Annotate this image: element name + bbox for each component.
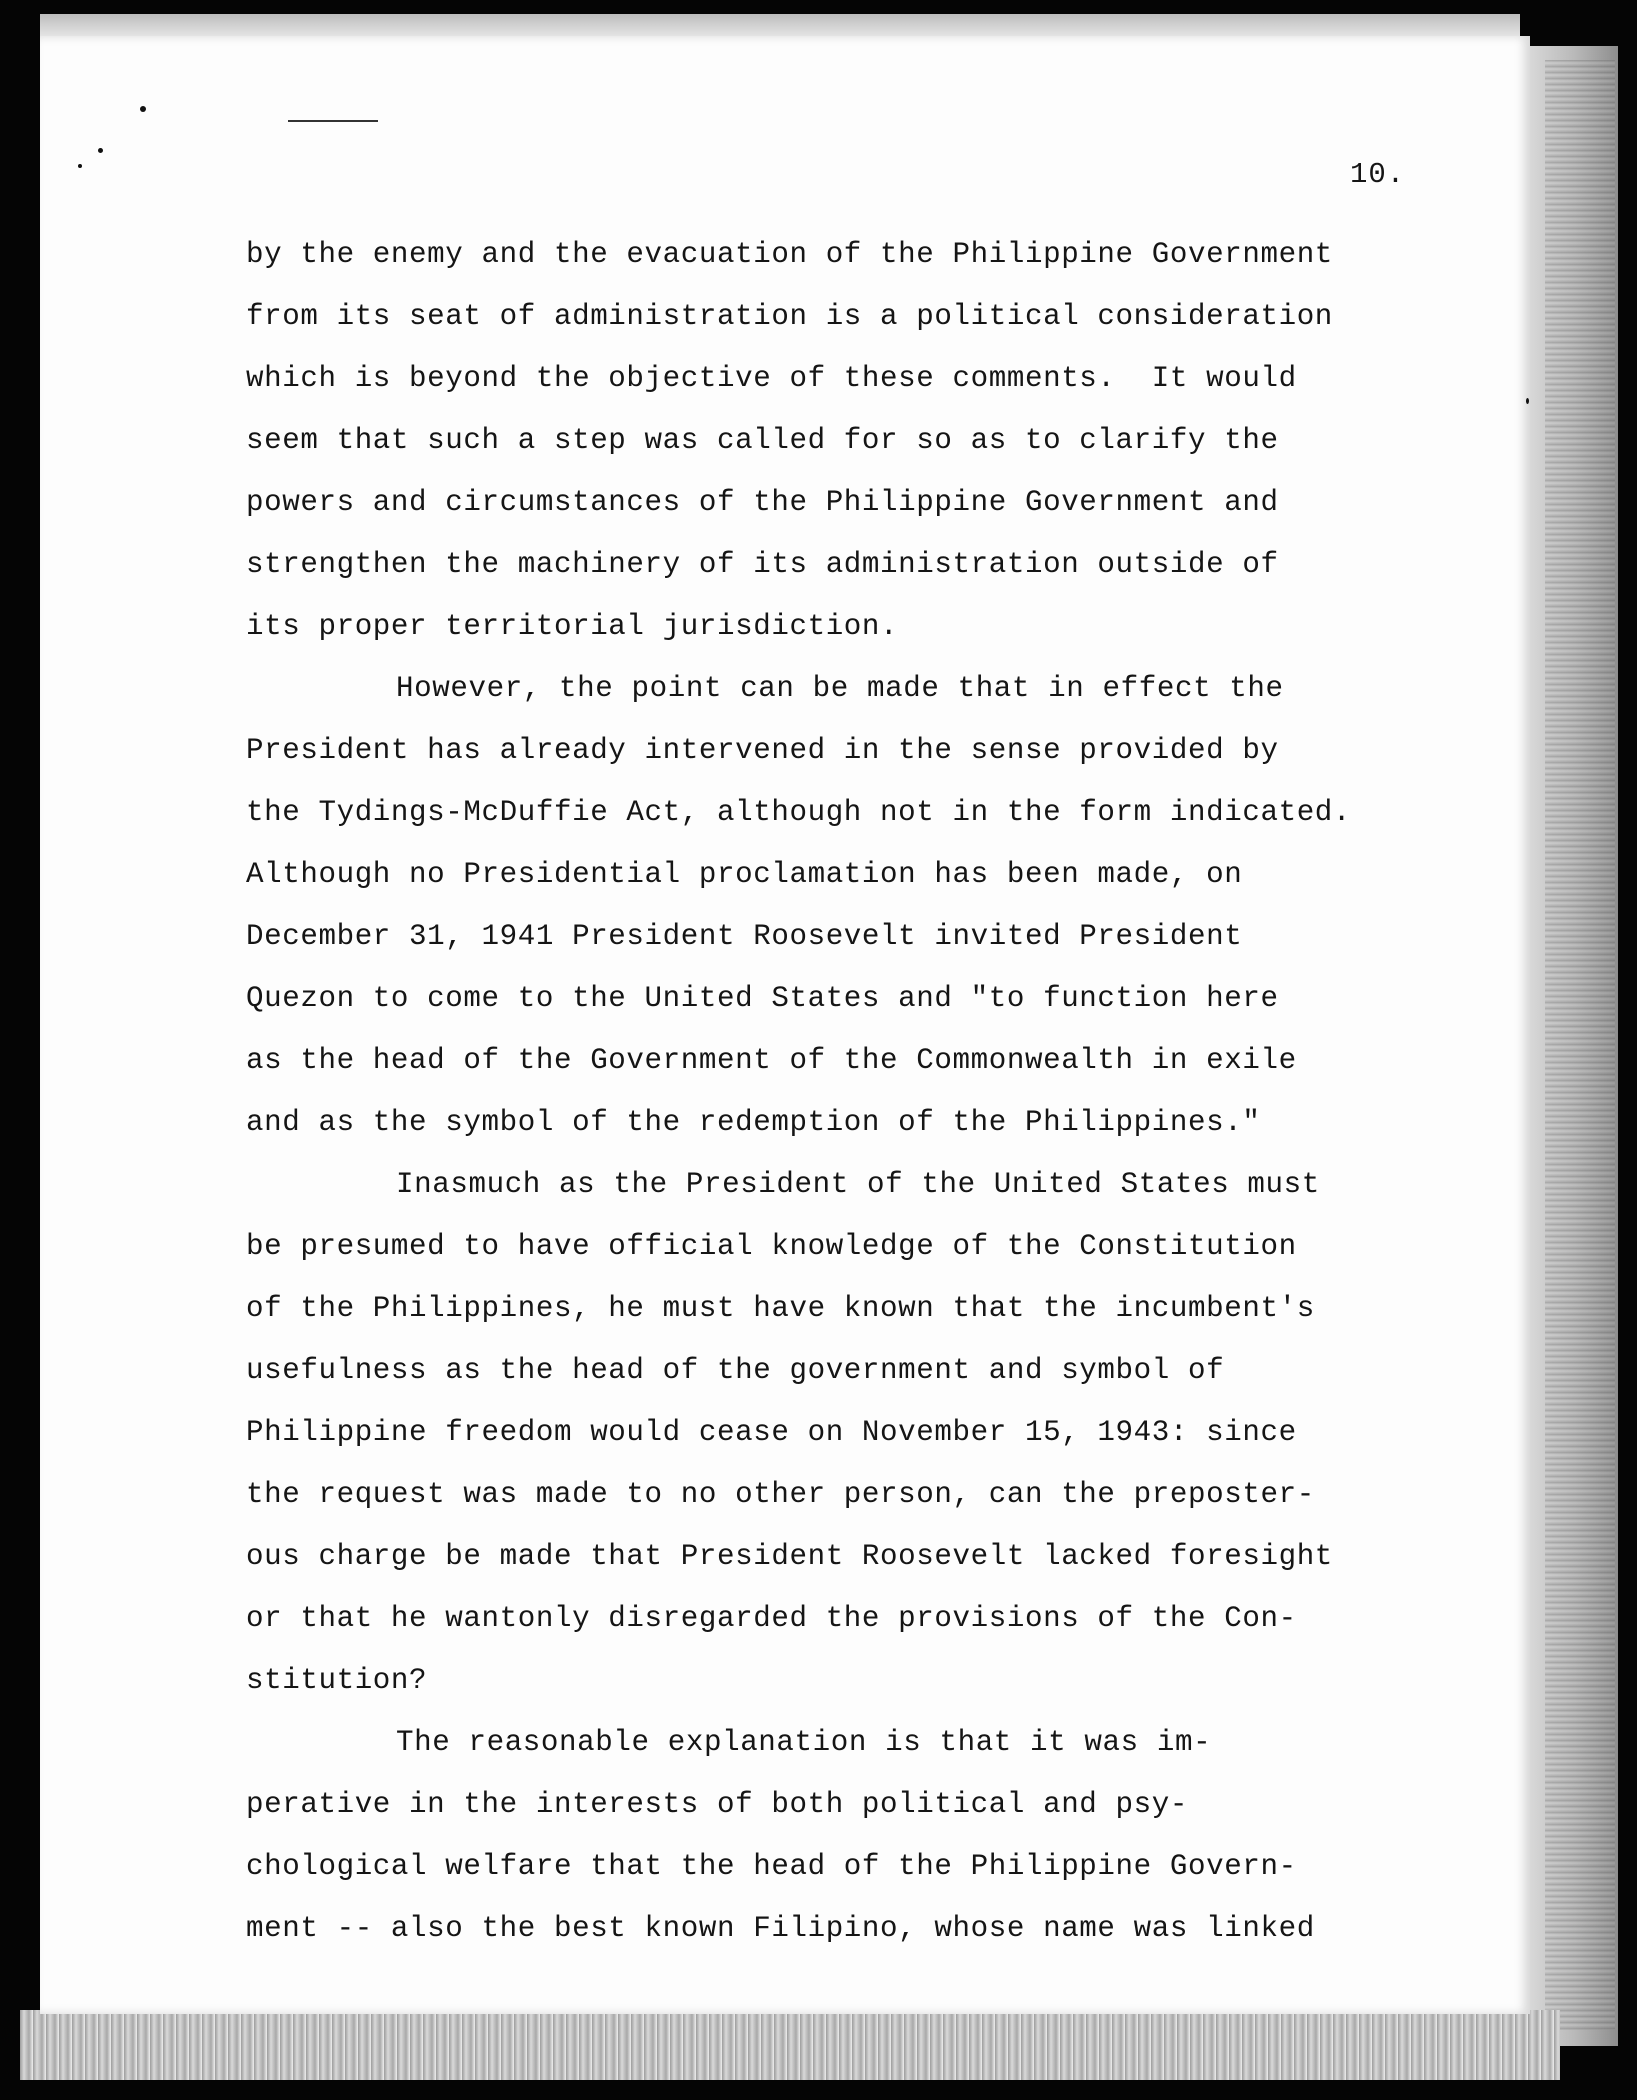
text-line: the request was made to no other person, can the preposter- (246, 1478, 1315, 1511)
text-line: usefulness as the head of the government and symbol of (246, 1354, 1225, 1387)
ink-speck (78, 164, 82, 168)
ink-speck (1526, 398, 1529, 404)
text-line: from its seat of administration is a political consideration (246, 300, 1333, 333)
page-number: 10. (1350, 158, 1406, 191)
ink-speck (140, 106, 146, 112)
text-line: which is beyond the objective of these comments. It would (246, 362, 1297, 395)
bottom-paper-edge (20, 2010, 1560, 2080)
text-line: its proper territorial jurisdiction. (246, 610, 899, 643)
ink-speck (98, 148, 103, 153)
text-line: seem that such a step was called for so as to clarify the (246, 424, 1279, 457)
text-line: December 31, 1941 President Roosevelt invited President (246, 920, 1243, 953)
text-line: President has already intervened in the sense provided by (246, 734, 1279, 767)
text-line: perative in the interests of both political and psy- (246, 1788, 1188, 1821)
pen-mark (288, 120, 378, 122)
back-sheet-texture (1545, 60, 1615, 2030)
text-line: the Tydings-McDuffie Act, although not in the form indicated. (246, 796, 1352, 829)
text-line: Although no Presidential proclamation has been made, on (246, 858, 1243, 891)
text-line: be presumed to have official knowledge of the Constitution (246, 1230, 1297, 1263)
text-line: or that he wantonly disregarded the provisions of the Con- (246, 1602, 1297, 1635)
text-line: and as the symbol of the redemption of the Philippines." (246, 1106, 1261, 1139)
text-line: stitution? (246, 1664, 428, 1697)
text-line: of the Philippines, he must have known that the incumbent's (246, 1292, 1315, 1325)
text-line: powers and circumstances of the Philippine Government and (246, 486, 1279, 519)
text-line: However, the point can be made that in effect the (396, 672, 1284, 705)
text-line: Inasmuch as the President of the United States must (396, 1168, 1320, 1201)
text-line: by the enemy and the evacuation of the Philippine Government (246, 238, 1333, 271)
text-line: ment -- also the best known Filipino, whose name was linked (246, 1912, 1315, 1945)
text-line: Philippine freedom would cease on November 15, 1943: since (246, 1416, 1297, 1449)
text-line: as the head of the Government of the Commonwealth in exile (246, 1044, 1297, 1077)
text-line: The reasonable explanation is that it was im- (396, 1726, 1212, 1759)
text-line: ous charge be made that President Roosevelt lacked foresight (246, 1540, 1333, 1573)
text-line: chological welfare that the head of the Philippine Govern- (246, 1850, 1297, 1883)
text-line: Quezon to come to the United States and "to function here (246, 982, 1279, 1015)
body-text (246, 224, 1396, 1960)
text-line: strengthen the machinery of its administration outside of (246, 548, 1279, 581)
